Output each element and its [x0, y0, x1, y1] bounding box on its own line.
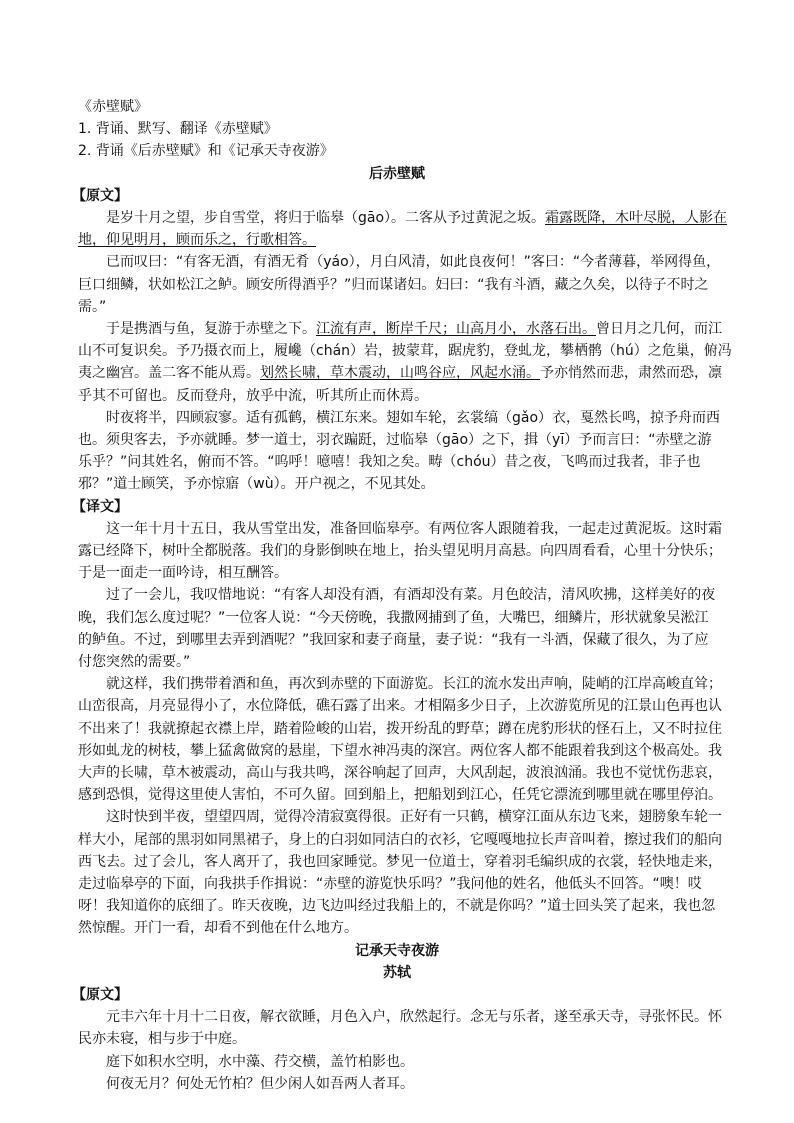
text-line: 元丰六年十月十二日夜，解衣欲睡，月色入户，欣然起行。念无与乐者，遂至承天寺，寻张怀民。怀	[106, 1009, 722, 1025]
label-yuanwen-2: 【原文】	[72, 987, 128, 1003]
label-yuanwen: 【原文】	[72, 188, 128, 204]
text-line: 不出来了！我就撩起衣襟上岸，踏着险峻的山岩，拨开纷乱的野草；蹲在虎豹形状的怪石上，又不时拉住	[78, 721, 722, 737]
text-line: 巨口细鳞，状如松江之鲈。顾安所得酒乎？”归而谋诸妇。妇曰：“我有斗酒，藏之久矣，以待子不时之	[78, 277, 709, 293]
text-line: 是岁十月之望，步自雪堂，将归于临皋（gāo）。二客从予过黄泥之坂。霜露既降，木叶尽脱，人影在	[106, 210, 728, 226]
text-line: 也。须臾客去，予亦就睡。梦一道士，羽衣蹁跹，过临皋（gāo）之下，揖（yī）予而言曰：“赤壁之游	[78, 432, 712, 448]
label-yiwen: 【译文】	[72, 499, 128, 515]
text-line: 感到恐惧，觉得这里使人害怕，不可久留。回到船上，把船划到江心，任凭它漂流到哪里就在哪里停泊。	[78, 787, 722, 803]
text-line: 这一年十月十五日，我从雪堂出发，准备回临皋亭。有两位客人跟随着我，一起走过黄泥坂。这时霜	[106, 521, 722, 537]
section-title-hcb: 后赤壁赋	[369, 166, 425, 182]
text-line: 地，仰见明月，顾而乐之，行歌相答。	[78, 232, 316, 248]
section-author: 苏轼	[383, 965, 411, 981]
text-line: 乎其不可留也。反而登舟，放乎中流，听其所止而休焉。	[78, 388, 428, 404]
text-line: 走过临皋亭的下面，向我拱手作揖说：“赤壁的游览快乐吗？”我问他的姓名，他低头不回答。“噢！哎	[78, 876, 702, 892]
text-line: 民亦未寝，相与步于中庭。	[78, 1031, 246, 1047]
text-line: 然惊醒。开门一看，却看不到他在什么地方。	[78, 920, 358, 936]
text-line: 大声的长啸，草木被震动，高山与我共鸣，深谷响起了回声，大风刮起，波浪汹涌。我也不觉忧伤悲哀，	[78, 765, 722, 781]
task-item-2: 2. 背诵《后赤壁赋》和《记承天寺夜游》	[78, 143, 334, 159]
text-line: 这时快到半夜，望望四周，觉得冷清寂寞得很。正好有一只鹤，横穿江面从东边飞来，翅膀象车轮一	[106, 809, 722, 825]
text-line: 就这样，我们携带着酒和鱼，再次到赤壁的下面游览。长江的流水发出声响，陡峭的江岸高峻直耸；	[106, 676, 722, 692]
text-line: 形如虬龙的树枝，攀上猛禽做窝的悬崖，下望水神冯夷的深宫。两位客人都不能跟着我到这个极高处。我	[78, 743, 722, 759]
text-line: 乐乎？”问其姓名，俯而不答。“呜呼！噫嘻！我知之矣。畴（chóu）昔之夜，飞鸣而过我者，非子也	[78, 454, 701, 470]
text-line: 于是一面走一面吟诗，相互酬答。	[78, 565, 288, 581]
text-line: 西飞去。过了会儿，客人离开了，我也回家睡觉。梦见一位道士，穿着羽毛编织成的衣裳，轻快地走来，	[78, 854, 722, 870]
text-line: 付您突然的需要。”	[78, 654, 191, 670]
text-line: 过了一会儿，我叹惜地说：“有客人却没有酒，有酒却没有菜。月色皎洁，清风吹拂，这样美好的夜	[106, 587, 716, 603]
text-line: 露已经降下，树叶全都脱落。我们的身影倒映在地上，抬头望见明月高悬。向四周看看，心里十分快乐；	[78, 543, 722, 559]
text-line: 庭下如积水空明，水中藻、荇交横，盖竹柏影也。	[106, 1054, 414, 1070]
text-line: 已而叹曰：“有客无酒，有酒无肴（yáo），月白风清，如此良夜何！”客曰：“今者薄暮，举网得鱼，	[106, 254, 721, 270]
text-line: 时夜将半，四顾寂寥。适有孤鹤，横江东来。翅如车轮，玄裳缟（gǎo）衣，戛然长鸣，掠予舟而西	[106, 410, 721, 426]
task-item-1: 1. 背诵、默写、翻译《赤壁赋》	[78, 121, 278, 137]
text-line: 夷之幽宫。盖二客不能从焉。划然长啸，草木震动，山鸣谷应，风起水涌。予亦悄然而悲，肃然而恐，凛	[78, 365, 722, 381]
text-line: 何夜无月？何处无竹柏？但少闲人如吾两人者耳。	[106, 1076, 414, 1092]
text-line: 山峦很高，月亮显得小了，水位降低，礁石露了出来。才相隔多少日子，上次游览所见的江景山色再也认	[78, 698, 722, 714]
text-line: 山不可复识矣。予乃摄衣而上，履巉（chán）岩，披蒙茸，踞虎豹，登虬龙，攀栖鹘（hú）之危巢，俯冯	[78, 343, 732, 359]
text-line: 邪？”道士顾笑，予亦惊寤（wù）。开户视之，不见其处。	[78, 476, 435, 492]
text-line: 样大小，尾部的黑羽如同黑裙子，身上的白羽如同洁白的衣衫，它嘎嘎地拉长声音叫着，擦过我们的船向	[78, 832, 722, 848]
text-line: 晚，我们怎么度过呢？”一位客人说：“今天傍晚，我撒网捕到了鱼，大嘴巴，细鳞片，形状就象吴淞江	[78, 610, 709, 626]
doc-title: 《赤壁赋》	[78, 99, 148, 115]
text-line: 的鲈鱼。不过，到哪里去弄到酒呢？”我回家和妻子商量，妻子说：“我有一斗酒，保藏了很久，为了应	[78, 632, 709, 648]
text-line: 于是携酒与鱼，复游于赤壁之下。江流有声，断岸千尺；山高月小，水落石出。曾日月之几何，而江	[106, 321, 722, 337]
section-title-jctsyy: 记承天寺夜游	[355, 943, 439, 959]
text-line: 呀！我知道你的底细了。昨天夜晚，边飞边叫经过我船上的，不就是你吗？”道士回头笑了起来，我也忽	[78, 898, 716, 914]
text-line: 需。”	[78, 299, 107, 315]
